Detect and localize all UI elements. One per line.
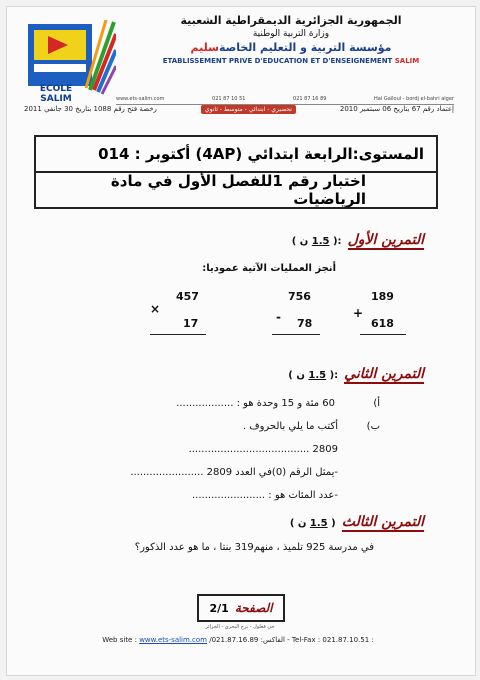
ex3-title: التمرين الثالث bbox=[341, 514, 424, 530]
ex2-title: التمرين الثاني bbox=[344, 366, 424, 382]
op1-bottom: 618 bbox=[371, 317, 394, 330]
ex3-question: في مدرسة 925 تلميذ ، منهم319 بنتا ، ما هو عدد الذكور؟ bbox=[134, 542, 374, 553]
op3-bottom: 17 bbox=[183, 317, 199, 330]
footer-website-link[interactable]: www.ets-salim.com bbox=[139, 636, 207, 644]
ex1-instruction: أنجز العمليات الآتية عموديا: bbox=[202, 263, 336, 274]
ex2-hundreds-question: -عدد المئات هو : ....................... bbox=[192, 490, 338, 501]
exam-title-box bbox=[34, 135, 438, 209]
ministry-line: وزارة التربية الوطنية bbox=[252, 29, 330, 39]
op1-rule bbox=[360, 334, 406, 335]
op2-sign: - bbox=[276, 310, 281, 324]
school-arabic-name: مؤسسة التربية و التعليم الخاصةسليم bbox=[190, 41, 392, 54]
op2-bottom: 78 bbox=[297, 317, 313, 330]
ex2-number-line: 2809 ...................................... bbox=[188, 444, 338, 455]
op3-sign: × bbox=[150, 302, 161, 316]
page-number-box bbox=[197, 594, 285, 622]
op1-top: 189 bbox=[371, 290, 394, 303]
school-name-block bbox=[128, 14, 454, 65]
page-value: 2/1 bbox=[209, 601, 229, 615]
ex2-digit-question: -يمثل الرقم (0)في العدد 2809 ....................... bbox=[130, 467, 338, 478]
footer-bar: Web site : www.ets-salim.com /021.87.16.89 :الفاكس - Tel-Fax : 021.87.10.51 : bbox=[102, 636, 374, 644]
levels-badge: تحضيري - ابتدائي - متوسط - ثانوي bbox=[201, 105, 296, 114]
school-header bbox=[24, 14, 454, 102]
footer-address: حي قعلول - برج البحري - الجزائر bbox=[205, 624, 275, 630]
ex3-points: ( 1.5 ن ) bbox=[289, 517, 336, 529]
phone-2: 021 87 16 89 bbox=[293, 96, 327, 102]
website-contact[interactable]: www.ets-salim.com bbox=[116, 96, 165, 102]
ex2-a-text: 60 مئة و 15 وحدة هو : .................. bbox=[176, 398, 335, 409]
ex1-title: التمرين الأول bbox=[347, 232, 424, 248]
op1-sign: + bbox=[353, 306, 364, 320]
exam-title: اختبار رقم 1للفصل الأول في مادة الرياضيات bbox=[110, 172, 366, 208]
address-contact: Hai Gaïloul - bordj el-bahri alger bbox=[374, 96, 454, 102]
ex2-heading bbox=[288, 366, 424, 384]
ex2-points: :( 1.5 ن ) bbox=[288, 369, 339, 381]
accreditation-text: إعتماد رقم 67 بتاريخ 06 سبتمبر 2010 bbox=[339, 105, 454, 113]
level-line: المستوى:الرابعة ابتدائي (4AP) أكتوبر : 014 bbox=[36, 137, 436, 173]
ex3-heading bbox=[290, 514, 424, 532]
phone-1: 021 87 10 51 bbox=[212, 96, 246, 102]
ex1-heading bbox=[292, 232, 424, 250]
ex1-points: :( 1.5 ن ) bbox=[291, 235, 342, 247]
logo-label: ECOLE SALIM bbox=[39, 84, 73, 104]
ex2-a-label: أ) bbox=[373, 398, 380, 409]
licence-bar bbox=[24, 102, 454, 116]
op3-rule bbox=[150, 334, 206, 335]
republic-line: الجمهورية الجزائرية الديمقراطية الشعبية bbox=[180, 14, 402, 27]
school-french-name: ETABLISSEMENT PRIVE D'EDUCATION ET D'ENSEIGNEMENT SALIM bbox=[162, 57, 420, 65]
ex2-b-text: أكتب ما يلي بالحروف . bbox=[242, 421, 338, 432]
op2-top: 756 bbox=[288, 290, 311, 303]
page-label: الصفحة bbox=[234, 601, 273, 615]
permit-text: رخصة فتح رقم 1088 بتاريخ 30 جانفي 2011 bbox=[24, 105, 157, 113]
op2-rule bbox=[272, 334, 320, 335]
ex2-b-label: ب) bbox=[366, 421, 380, 432]
op3-top: 457 bbox=[176, 290, 199, 303]
